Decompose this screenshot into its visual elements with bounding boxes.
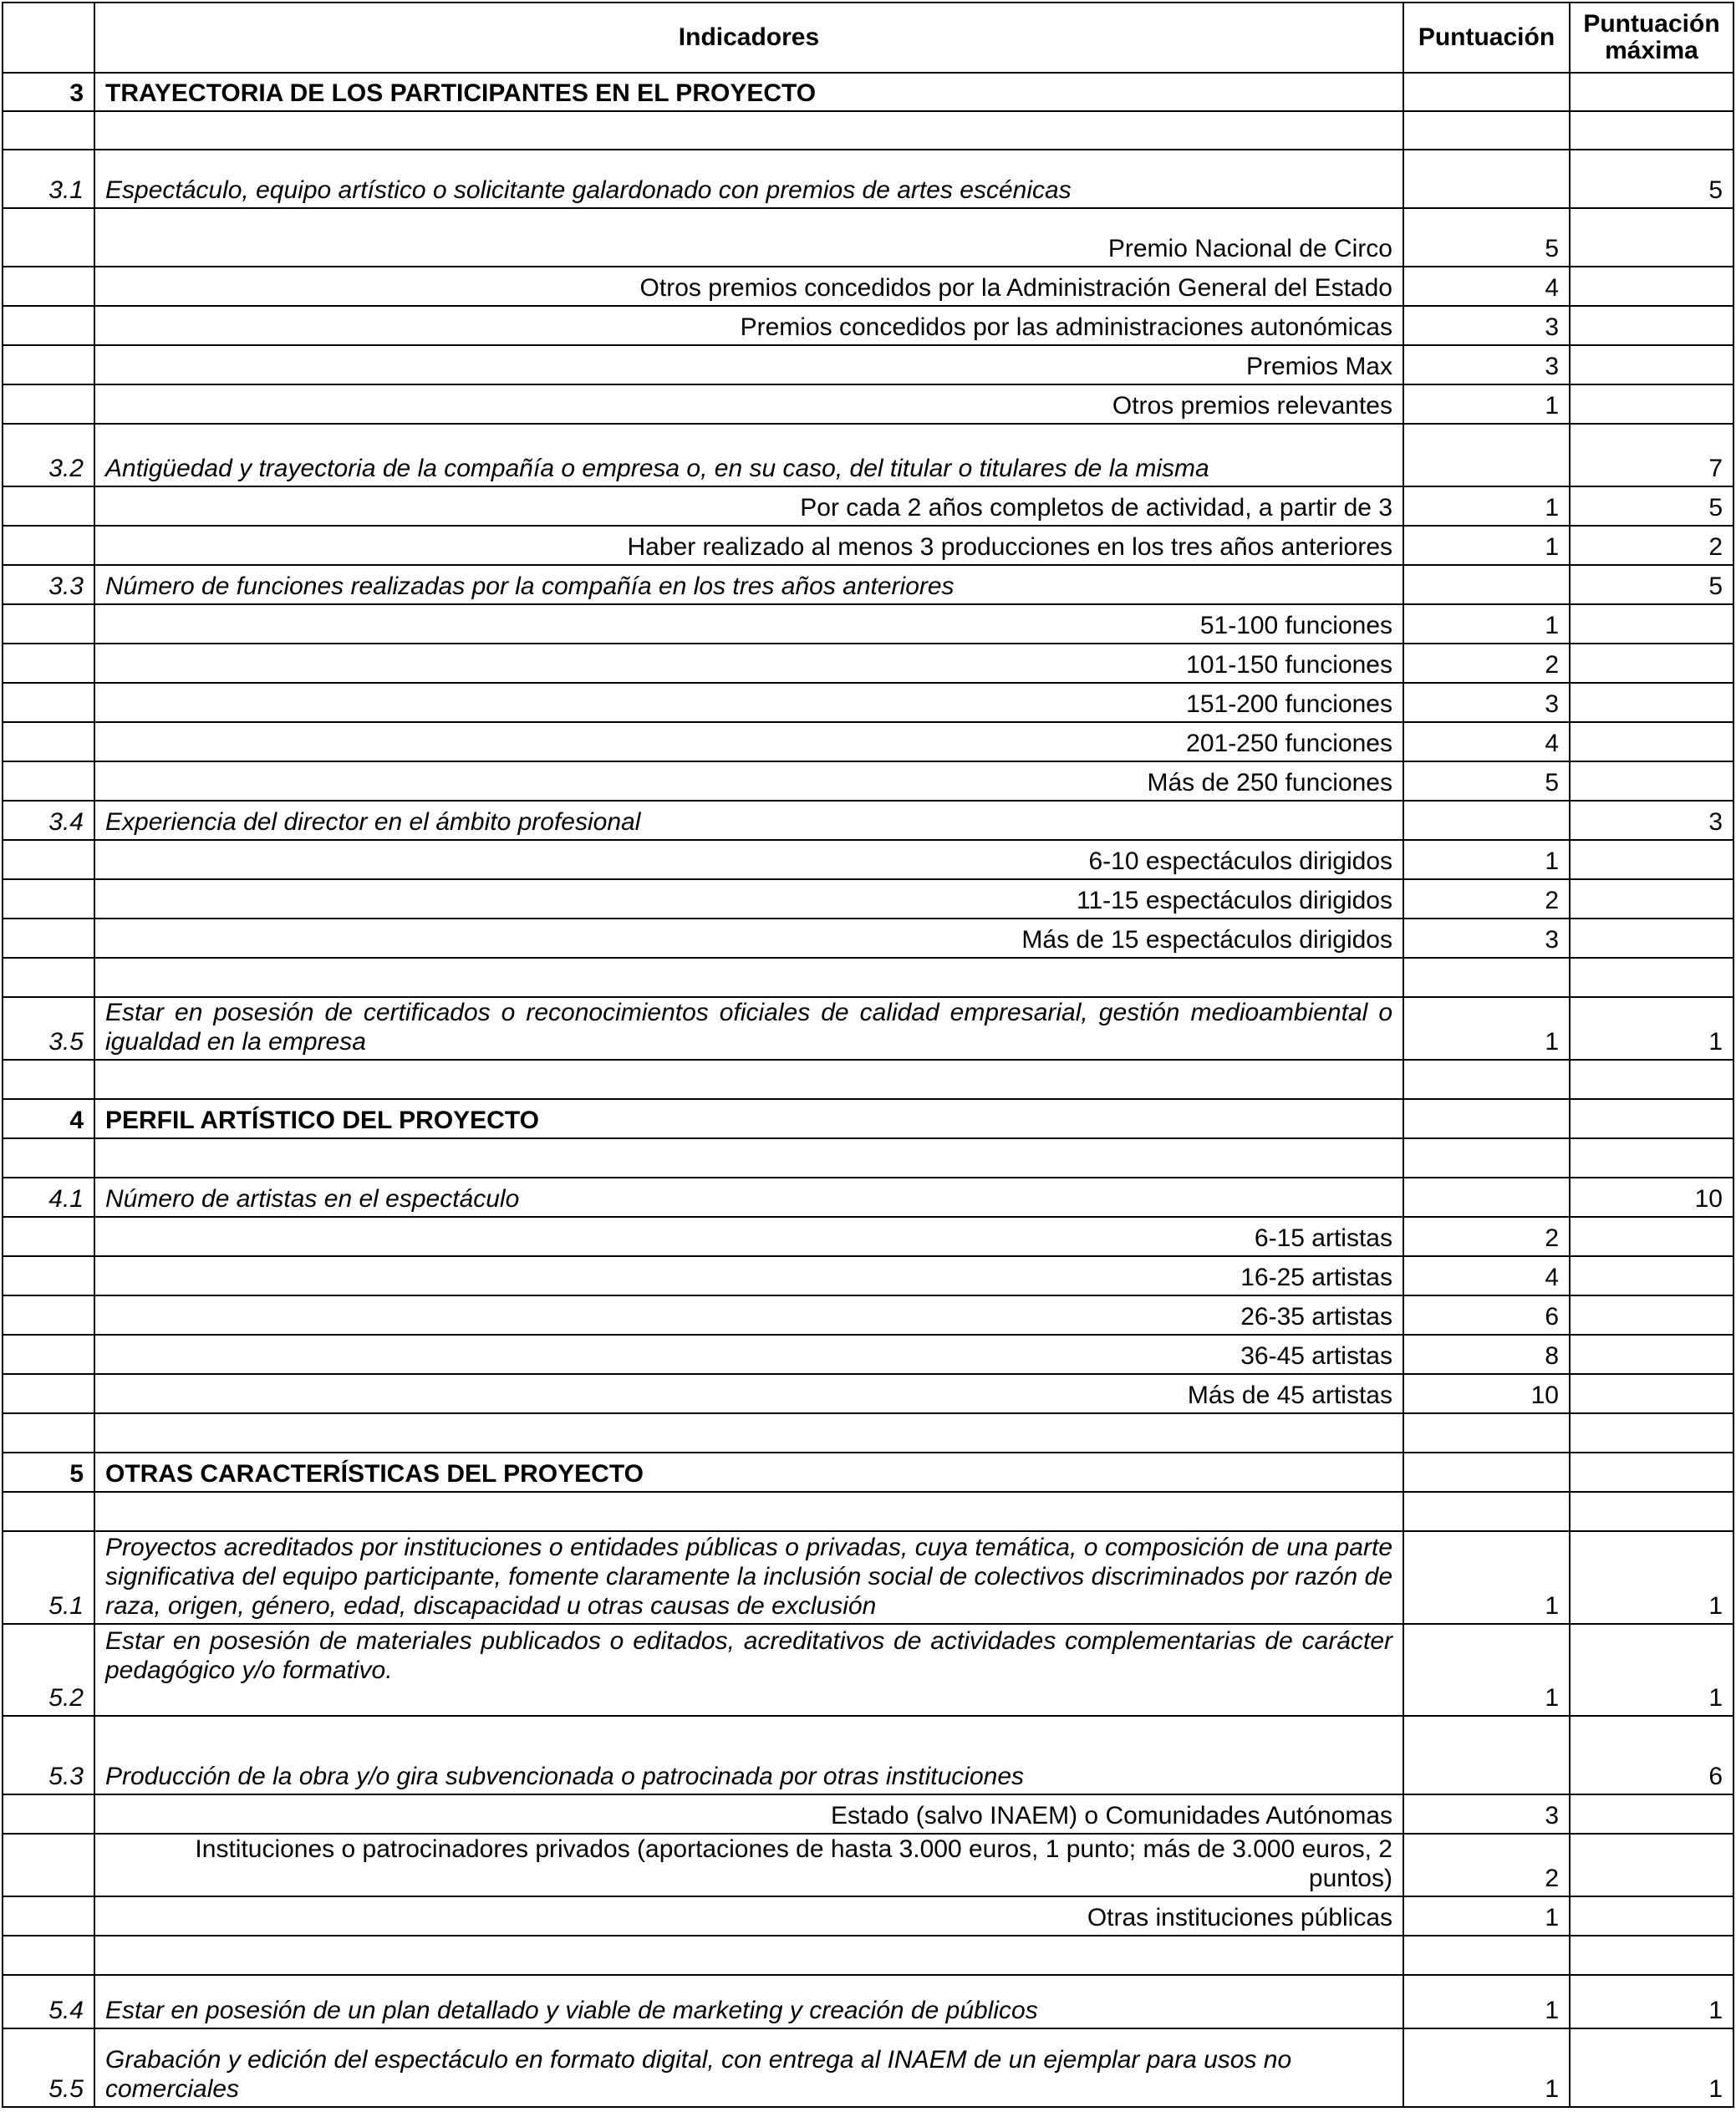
row-max-score (1570, 345, 1733, 384)
row-indicator: PERFIL ARTÍSTICO DEL PROYECTO (94, 1099, 1403, 1138)
row-indicator: Premios Max (94, 345, 1403, 384)
row-indicator (94, 111, 1403, 150)
row-max-score (1570, 73, 1733, 111)
criterion-row (3, 644, 1733, 683)
row-indicator (94, 1936, 1403, 1975)
row-max-score (1570, 1492, 1733, 1531)
row-score: 5 (1403, 208, 1570, 267)
indicator-row (3, 997, 1733, 1060)
row-max-score (1570, 840, 1733, 879)
row-max-score (1570, 208, 1733, 267)
row-indicator: Haber realizado al menos 3 producciones en los tres años anteriores (94, 526, 1403, 565)
row-indicator: Otros premios relevantes (94, 384, 1403, 424)
table-body (3, 73, 1733, 2107)
row-indicator: Antigüedad y trayectoria de la compañía o empresa o, en su caso, del titular o titulares de la misma (94, 424, 1403, 486)
row-number (3, 761, 94, 801)
criterion-row (3, 1834, 1733, 1896)
header-max-score: Puntuación máxima (1570, 3, 1733, 73)
row-score: 1 (1403, 1624, 1570, 1716)
criterion-row (3, 722, 1733, 761)
indicator-row (3, 1716, 1733, 1794)
criterion-row (3, 1295, 1733, 1335)
row-indicator: 51-100 funciones (94, 604, 1403, 644)
row-score (1403, 424, 1570, 486)
row-score (1403, 111, 1570, 150)
row-indicator: 11-15 espectáculos dirigidos (94, 879, 1403, 919)
row-number: 5.1 (3, 1531, 94, 1624)
row-number (3, 683, 94, 722)
header-score: Puntuación (1403, 3, 1570, 73)
row-max-score (1570, 306, 1733, 345)
row-max-score: 5 (1570, 486, 1733, 526)
row-indicator: Más de 250 funciones (94, 761, 1403, 801)
spacer-row (3, 1060, 1733, 1099)
row-max-score (1570, 1295, 1733, 1335)
row-indicator (94, 1492, 1403, 1531)
indicator-row (3, 1178, 1733, 1217)
row-number: 3.3 (3, 565, 94, 604)
row-score: 2 (1403, 879, 1570, 919)
criterion-row (3, 208, 1733, 267)
row-score: 2 (1403, 1217, 1570, 1256)
row-score: 1 (1403, 604, 1570, 644)
row-score: 6 (1403, 1295, 1570, 1335)
row-score: 3 (1403, 683, 1570, 722)
row-score (1403, 565, 1570, 604)
criterion-row (3, 604, 1733, 644)
row-number (3, 919, 94, 958)
row-max-score (1570, 722, 1733, 761)
row-indicator: Estar en posesión de certificados o reconocimientos oficiales de calidad empresarial, gestión medioambiental o igualdad en la empresa (94, 997, 1403, 1060)
criterion-row (3, 345, 1733, 384)
criterion-row (3, 1335, 1733, 1374)
row-indicator: Otros premios concedidos por la Administración General del Estado (94, 267, 1403, 306)
header-row (3, 3, 1733, 73)
row-score (1403, 1936, 1570, 1975)
row-number (3, 1936, 94, 1975)
row-max-score: 5 (1570, 150, 1733, 208)
row-number: 3.5 (3, 997, 94, 1060)
row-number (3, 604, 94, 644)
row-max-score (1570, 1794, 1733, 1834)
row-max-score (1570, 1896, 1733, 1936)
row-number (3, 644, 94, 683)
row-indicator: Premios concedidos por las administraciones autonómicas (94, 306, 1403, 345)
criterion-row (3, 1896, 1733, 1936)
row-max-score (1570, 111, 1733, 150)
criterion-row (3, 384, 1733, 424)
row-score: 4 (1403, 1256, 1570, 1295)
row-indicator: Premio Nacional de Circo (94, 208, 1403, 267)
row-score: 10 (1403, 1374, 1570, 1413)
row-max-score: 1 (1570, 1531, 1733, 1624)
row-max-score: 3 (1570, 801, 1733, 840)
indicator-row (3, 2028, 1733, 2107)
row-max-score (1570, 1453, 1733, 1492)
row-max-score (1570, 1138, 1733, 1178)
row-indicator: Instituciones o patrocinadores privados (aportaciones de hasta 3.000 euros, 1 punto; más de 3.000 euros, 2 puntos) (94, 1834, 1403, 1896)
indicator-row (3, 424, 1733, 486)
spacer-row (3, 1138, 1733, 1178)
row-number: 5.3 (3, 1716, 94, 1794)
row-max-score (1570, 958, 1733, 997)
row-number (3, 879, 94, 919)
row-number (3, 722, 94, 761)
row-number (3, 306, 94, 345)
row-indicator: Estar en posesión de un plan detallado y viable de marketing y creación de públicos (94, 1975, 1403, 2028)
criterion-row (3, 267, 1733, 306)
indicator-row (3, 150, 1733, 208)
row-number (3, 1374, 94, 1413)
row-indicator: 36-45 artistas (94, 1335, 1403, 1374)
row-score (1403, 150, 1570, 208)
row-max-score (1570, 761, 1733, 801)
criterion-row (3, 526, 1733, 565)
row-max-score (1570, 1217, 1733, 1256)
indicator-row (3, 1624, 1733, 1716)
row-max-score: 2 (1570, 526, 1733, 565)
row-score: 1 (1403, 2028, 1570, 2107)
table-header (3, 3, 1733, 73)
criterion-row (3, 840, 1733, 879)
row-indicator: Experiencia del director en el ámbito profesional (94, 801, 1403, 840)
row-score (1403, 1413, 1570, 1453)
row-score: 1 (1403, 1975, 1570, 2028)
row-max-score (1570, 384, 1733, 424)
row-indicator: Por cada 2 años completos de actividad, a partir de 3 (94, 486, 1403, 526)
row-indicator: 26-35 artistas (94, 1295, 1403, 1335)
row-score (1403, 1453, 1570, 1492)
criterion-row (3, 1256, 1733, 1295)
row-score (1403, 1492, 1570, 1531)
row-number: 3.2 (3, 424, 94, 486)
section-row (3, 1453, 1733, 1492)
row-indicator (94, 1060, 1403, 1099)
row-score: 3 (1403, 919, 1570, 958)
row-number (3, 111, 94, 150)
row-indicator: 16-25 artistas (94, 1256, 1403, 1295)
spacer-row (3, 111, 1733, 150)
row-indicator (94, 1138, 1403, 1178)
row-number: 4 (3, 1099, 94, 1138)
row-indicator: Número de funciones realizadas por la compañía en los tres años anteriores (94, 565, 1403, 604)
row-indicator: 6-15 artistas (94, 1217, 1403, 1256)
row-score (1403, 1716, 1570, 1794)
row-max-score: 1 (1570, 1624, 1733, 1716)
row-indicator: Número de artistas en el espectáculo (94, 1178, 1403, 1217)
row-score (1403, 958, 1570, 997)
row-score (1403, 73, 1570, 111)
row-max-score: 1 (1570, 1975, 1733, 2028)
row-number (3, 345, 94, 384)
criterion-row (3, 683, 1733, 722)
row-indicator: Producción de la obra y/o gira subvencionada o patrocinada por otras instituciones (94, 1716, 1403, 1794)
row-number (3, 267, 94, 306)
row-indicator: Grabación y edición del espectáculo en formato digital, con entrega al INAEM de un ejemplar para usos no comerciales (94, 2028, 1403, 2107)
row-number: 3.1 (3, 150, 94, 208)
row-score (1403, 1099, 1570, 1138)
row-indicator: Espectáculo, equipo artístico o solicitante galardonado con premios de artes escénicas (94, 150, 1403, 208)
row-number (3, 1834, 94, 1896)
row-indicator: Estado (salvo INAEM) o Comunidades Autónomas (94, 1794, 1403, 1834)
row-score: 3 (1403, 1794, 1570, 1834)
row-number (3, 1794, 94, 1834)
row-score (1403, 1138, 1570, 1178)
row-indicator: OTRAS CARACTERÍSTICAS DEL PROYECTO (94, 1453, 1403, 1492)
row-score: 3 (1403, 306, 1570, 345)
criterion-row (3, 1794, 1733, 1834)
indicator-row (3, 1531, 1733, 1624)
criterion-row (3, 879, 1733, 919)
row-number (3, 1335, 94, 1374)
row-score (1403, 801, 1570, 840)
row-score: 1 (1403, 486, 1570, 526)
indicator-row (3, 801, 1733, 840)
row-number (3, 1896, 94, 1936)
row-number (3, 1217, 94, 1256)
row-score: 1 (1403, 1896, 1570, 1936)
row-max-score (1570, 683, 1733, 722)
row-score: 4 (1403, 722, 1570, 761)
row-number (3, 208, 94, 267)
row-score: 2 (1403, 644, 1570, 683)
row-number (3, 1060, 94, 1099)
row-indicator: 151-200 funciones (94, 683, 1403, 722)
header-indicators: Indicadores (94, 3, 1403, 73)
spacer-row (3, 1492, 1733, 1531)
row-max-score: 1 (1570, 997, 1733, 1060)
row-max-score (1570, 1060, 1733, 1099)
row-score: 8 (1403, 1335, 1570, 1374)
row-number (3, 1295, 94, 1335)
header-number (3, 3, 94, 73)
row-max-score (1570, 644, 1733, 683)
row-score (1403, 1178, 1570, 1217)
row-number (3, 486, 94, 526)
spacer-row (3, 1413, 1733, 1453)
row-indicator (94, 958, 1403, 997)
spacer-row (3, 958, 1733, 997)
row-number (3, 1492, 94, 1531)
row-number: 5.2 (3, 1624, 94, 1716)
spacer-row (3, 1936, 1733, 1975)
row-max-score (1570, 1335, 1733, 1374)
row-number (3, 526, 94, 565)
row-number: 5.5 (3, 2028, 94, 2107)
row-max-score (1570, 1413, 1733, 1453)
row-number (3, 1138, 94, 1178)
row-indicator: Otras instituciones públicas (94, 1896, 1403, 1936)
row-max-score: 1 (1570, 2028, 1733, 2107)
row-indicator: TRAYECTORIA DE LOS PARTICIPANTES EN EL PROYECTO (94, 73, 1403, 111)
section-row (3, 73, 1733, 111)
row-indicator: Más de 45 artistas (94, 1374, 1403, 1413)
row-number (3, 840, 94, 879)
row-indicator: Proyectos acreditados por instituciones o entidades públicas o privadas, cuya temática, o composición de una parte significativa del equipo participante, fomente claramente la inclusión social de colectivos discriminados por razón de raza, origen, género, edad, discapacidad u otras causas de exclusión (94, 1531, 1403, 1624)
row-max-score: 10 (1570, 1178, 1733, 1217)
scoring-table (2, 2, 1734, 2108)
row-number: 3.4 (3, 801, 94, 840)
row-number (3, 1256, 94, 1295)
row-number (3, 384, 94, 424)
row-max-score (1570, 1374, 1733, 1413)
row-number (3, 958, 94, 997)
row-indicator: 101-150 funciones (94, 644, 1403, 683)
criterion-row (3, 919, 1733, 958)
row-number: 4.1 (3, 1178, 94, 1217)
criterion-row (3, 1217, 1733, 1256)
row-max-score (1570, 1099, 1733, 1138)
criterion-row (3, 486, 1733, 526)
row-max-score (1570, 1256, 1733, 1295)
row-max-score: 7 (1570, 424, 1733, 486)
criterion-row (3, 306, 1733, 345)
row-max-score (1570, 604, 1733, 644)
row-max-score: 5 (1570, 565, 1733, 604)
row-indicator: 6-10 espectáculos dirigidos (94, 840, 1403, 879)
indicator-row (3, 1975, 1733, 2028)
row-max-score (1570, 267, 1733, 306)
row-number (3, 1413, 94, 1453)
criterion-row (3, 1374, 1733, 1413)
section-row (3, 1099, 1733, 1138)
row-score: 1 (1403, 840, 1570, 879)
row-number: 5 (3, 1453, 94, 1492)
row-score (1403, 1060, 1570, 1099)
row-score: 2 (1403, 1834, 1570, 1896)
row-max-score (1570, 1834, 1733, 1896)
row-score: 4 (1403, 267, 1570, 306)
row-max-score (1570, 1936, 1733, 1975)
row-max-score (1570, 879, 1733, 919)
row-score: 3 (1403, 345, 1570, 384)
row-number: 3 (3, 73, 94, 111)
row-max-score (1570, 919, 1733, 958)
row-score: 1 (1403, 526, 1570, 565)
row-indicator: Estar en posesión de materiales publicados o editados, acreditativos de actividades complementarias de carácter pedagógico y/o formativo. (94, 1624, 1403, 1716)
row-max-score: 6 (1570, 1716, 1733, 1794)
row-score: 1 (1403, 384, 1570, 424)
row-number: 5.4 (3, 1975, 94, 2028)
row-indicator: 201-250 funciones (94, 722, 1403, 761)
criterion-row (3, 761, 1733, 801)
row-score: 1 (1403, 997, 1570, 1060)
row-indicator: Más de 15 espectáculos dirigidos (94, 919, 1403, 958)
row-score: 5 (1403, 761, 1570, 801)
row-score: 1 (1403, 1531, 1570, 1624)
indicator-row (3, 565, 1733, 604)
row-indicator (94, 1413, 1403, 1453)
